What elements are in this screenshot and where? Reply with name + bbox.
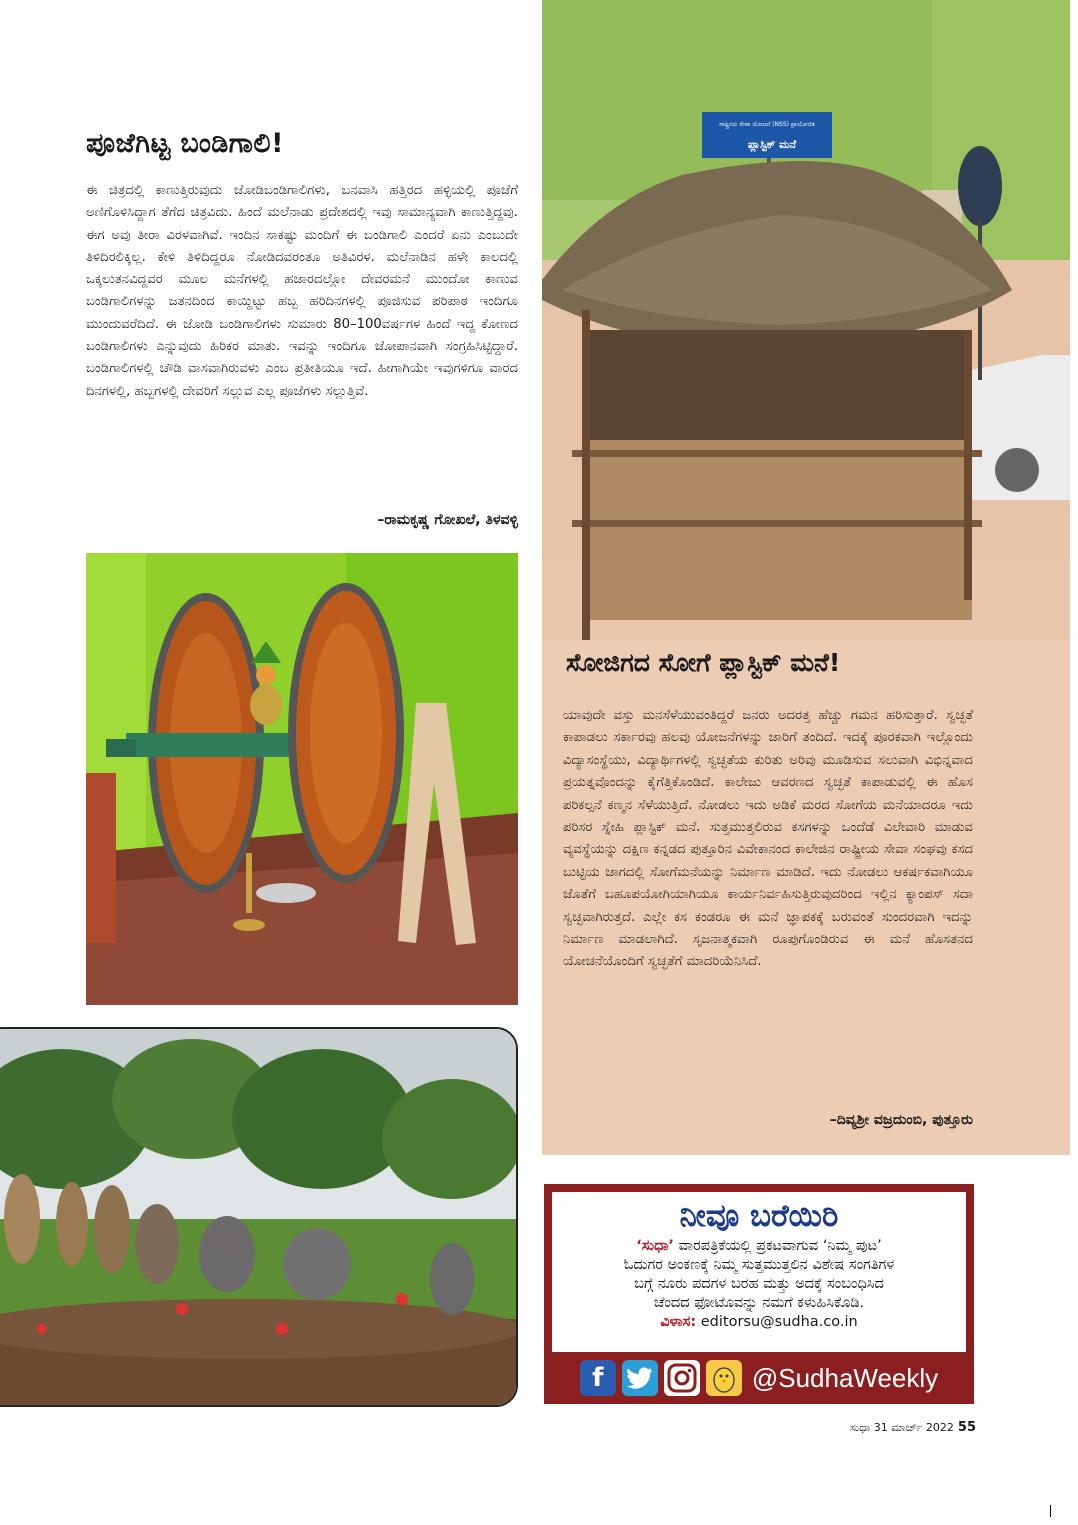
article1-title: ಪೂಜೆಗಿಟ್ಟ ಬಂಡಿಗಾಲಿ! [86, 128, 284, 159]
koo-icon[interactable] [706, 1360, 742, 1396]
instagram-icon[interactable] [664, 1360, 700, 1396]
crop-mark [1050, 1505, 1051, 1517]
address-email[interactable]: editorsu@sudha.co.in [696, 1314, 858, 1330]
article1-body: ಈ ಚಿತ್ರದಲ್ಲಿ ಕಾಣುತ್ತಿರುವುದು ಜೋಡಿಬಂಡಿಗಾಲಿಗಳು, ಬನವಾಸಿ ಹತ್ತಿರದ ಹಳ್ಳಿಯಲ್ಲಿ ಪೂಜೆಗೆ ಅಣಿಗೊಳಿಸಿದ್ದಾಗ ತೆಗೆದ ಚಿತ್ರವಿದು. ಹಿಂದೆ ಮಲೆನಾಡು ಪ್ರದೇಶದಲ್ಲಿ ಇವು ಸಾಮಾನ್ಯವಾಗಿ ಕಾಣುತ್ತಿದ್ದವು. ಈಗ ಅವು ತೀರಾ ವಿರಳವಾಗಿವೆ. ಇಂದಿನ ಸಾಕಷ್ಟು ಮಂದಿಗೆ ಈ ಬಂಡಿಗಾಲಿ ಎಂದರೆ ಏನು ಎಂಬುದೇ ತಿಳಿದಿರಲಿಕ್ಕಿಲ್ಲ. ಕೇಳಿ ತಿಳಿದಿದ್ದರೂ ನೋಡಿದವರಂತೂ ಅತಿವಿರಳ. ಮಲೆನಾಡಿನ ಹಳೇ ಕಾಲದಲ್ಲಿ ಒಕ್ಕಲುತನವಿದ್ದವರ ಮೂಲ ಮನೆಗಳಲ್ಲಿ ಹಜಾರದಲ್ಲೋ ದೇವರಮನೆ ಮುಂದೋ ಕಾಣುವ ಬಂಡಿಗಾಲಿಗಳನ್ನು ಜತನದಿಂದ ಕಾಯ್ದಿಟ್ಟು ಹಬ್ಬ ಹರಿದಿನಗಳಲ್ಲಿ ಪೂಜಿಸುವ ಪರಿಪಾಠ ಇಂದಿಗೂ ಮುಂದುವರೆದಿದೆ. ಈ ಜೋಡಿ ಬಂಡಿಗಾಲಿಗಳು ಸುಮಾರು 80–100ವರ್ಷಗಳ ಹಿಂದೆ ಇದ್ದ ಕೋಣದ ಬಂಡಿಗಾಲಿಗಳು ಎನ್ನುವುದು ಹಿರಿಕರ ಮಾತು. ಇವನ್ನು ಇಂದಿಗೂ ಜೋಪಾನವಾಗಿ ಸಂಗ್ರಹಿಸಿಟ್ಟಿದ್ದಾರೆ. ಬಂಡಿಗಾಲಿಗಳಲ್ಲಿ ಚೌಡಿ ವಾಸವಾಗಿರುವಳು ಎಂಬ ಪ್ರತೀತಿಯೂ ಇದೆ. ಹೀಗಾಗಿಯೇ ಇವುಗಳಿಗೂ ವಾರದ ದಿನಗಳಲ್ಲಿ, ಹಬ್ಬಗಳಲ್ಲಿ ದೇವರಿಗೆ ಸಲ್ಲುವ ಎಲ್ಲ ಪೂಜೆಗಳು ಸಲ್ಲುತ್ತಿವೆ. [86, 183, 518, 399]
twitter-icon[interactable] [622, 1360, 658, 1396]
hut-sign-line2: ಪ್ಲಾಸ್ಟಿಕ್ ಮನೆ [747, 138, 797, 151]
magazine-name: ‘ಸುಧಾ’ [636, 1238, 675, 1254]
social-row [552, 1355, 966, 1401]
hut-sign-line1: ರಾಷ್ಟ್ರೀಯ ಸೇವಾ ಯೋಜನೆ (NSS) ಪ್ರಾಯೋಜಿತ [719, 121, 815, 128]
statues-photo [0, 1029, 516, 1405]
write-to-us-line4: ಚೆಂದದ ಫೋಟೊವನ್ನು ನಮಗೆ ಕಳುಹಿಸಿಕೊಡಿ. [653, 1295, 865, 1311]
write-to-us-text [552, 1237, 966, 1332]
social-handle[interactable]: @SudhaWeekly [751, 1362, 939, 1393]
plastic-hut-photo [542, 0, 1070, 1155]
write-to-us-line3: ಬಗ್ಗೆ ನೂರು ಪದಗಳ ಬರಹ ಮತ್ತು ಅದಕ್ಕೆ ಸಂಬಂಧಿಸಿದ [634, 1276, 884, 1292]
facebook-icon[interactable]: f [580, 1360, 616, 1396]
write-to-us-panel [552, 1192, 966, 1352]
page-number: 55 [957, 1420, 976, 1435]
write-to-us-box [544, 1184, 974, 1404]
article2-body: ಯಾವುದೇ ವಸ್ತು ಮನಸೆಳೆಯುವಂತಿದ್ದರೆ ಜನರು ಅದರತ್ತ ಹೆಚ್ಚು ಗಮನ ಹರಿಸುತ್ತಾರೆ. ಸ್ವಚ್ಛತೆ ಕಾಪಾಡಲು ಸರ್ಕಾರವು ಹಲವು ಯೋಜನೆಗಳನ್ನು ಜಾರಿಗೆ ತಂದಿದೆ. ಇದಕ್ಕೆ ಪೂರಕವಾಗಿ ಇಲ್ಲೊಂದು ವಿದ್ಯಾಸಂಸ್ಥೆಯು, ವಿದ್ಯಾರ್ಥಿಗಳಲ್ಲಿ ಸ್ವಚ್ಛತೆಯ ಕುರಿತು ಅರಿವು ಮೂಡಿಸುವ ಸಲುವಾಗಿ ವಿಭಿನ್ನವಾದ ಪ್ರಯತ್ನವೊಂದನ್ನು ಕೈಗೆತ್ತಿಕೊಂಡಿದೆ. ಕಾಲೇಜು ಆವರಣದ ಸ್ವಚ್ಛತೆ ಕಾಪಾಡುವಲ್ಲಿ ಈ ಹೊಸ ಪರಿಕಲ್ಪನೆ ಕಣ್ಮನ ಸೆಳೆಯುತ್ತಿದೆ. ನೋಡಲು ಇದು ಅಡಿಕೆ ಮರದ ಸೋಗೆಯ ಮನೆಯಾದರೂ ಇದು ಪರಿಸರ ಸ್ನೇಹಿ ಪ್ಲಾಸ್ಟಿಕ್ ಮನೆ. ಸುತ್ತಮುತ್ತಲಿರುವ ಕಸಗಳನ್ನು ಒಂದೆಡೆ ವಿಲೇವಾರಿ ಮಾಡುವ ವ್ಯವಸ್ಥೆಯನ್ನು ದಕ್ಷಿಣ ಕನ್ನಡದ ಪುತ್ತೂರಿನ ವಿವೇಕಾನಂದ ಕಾಲೇಜಿನ ರಾಷ್ಟ್ರೀಯ ಸೇವಾ ಸಂಘವು ಕಸದ ಬುಟ್ಟಿಯ ಜಾಗದಲ್ಲಿ ಸೋಗೆಮನೆಯನ್ನು ನಿರ್ಮಾಣ ಮಾಡಿದೆ. ಇದು ನೋಡಲು ಆಕರ್ಷಕವಾಗಿಯೂ ಜೊತೆಗೆ ಬಹೂಪಯೋಗಿಯಾಗಿಯೂ ಕಾರ್ಯನಿರ್ವಹಿಸುತ್ತಿರುವುದರಿಂದ ಇಲ್ಲಿನ ಕ್ಯಾಂಪಸ್ ಸದಾ ಸ್ವಚ್ಛವಾಗಿರುತ್ತದೆ. ಎಲ್ಲೇ ಕಸ ಕಂಡರೂ ಈ ಮನೆ ಜ್ಞಾಪಕಕ್ಕೆ ಬರುವಂತೆ ಸುಂದರವಾಗಿ ಇದನ್ನು ನಿರ್ಮಾಣ ಮಾಡಲಾಗಿದೆ. ಸೃಜನಾತ್ಮಕವಾಗಿ ರೂಪುಗೊಂಡಿರುವ ಈ ಮನೆ ಹೊಸತನದ ಯೋಚನೆಯೊಂದಿಗೆ ಸ್ವಚ್ಛತೆಗೆ ಮಾದರಿಯೆನಿಸಿದೆ. [563, 708, 973, 970]
address-line [552, 1313, 966, 1332]
write-to-us-line1 [552, 1237, 966, 1256]
statues-photo-frame [0, 1027, 518, 1407]
write-to-us-title: ನೀವೂ ಬರೆಯಿರಿ [679, 1198, 839, 1234]
write-to-us-line1-rest: ವಾರಪತ್ರಿಕೆಯಲ್ಲಿ ಪ್ರಕಟವಾಗುವ ‘ನಿಮ್ಮ ಪುಟ’ [674, 1238, 882, 1254]
plastic-hut-illustration [542, 0, 1070, 1155]
address-label: ವಿಳಾಸ: [660, 1314, 697, 1330]
article1-author: –ರಾಮಕೃಷ್ಣ ಗೋಖಲೆ, ತಿಳವಳ್ಳಿ [377, 512, 518, 528]
footer-issue-date: ಸುಧಾ 31 ಮಾರ್ಚ್ 2022 [849, 1421, 954, 1434]
page-footer [796, 1420, 976, 1435]
write-to-us-line2: ಓದುಗರ ಅಂಕಣಕ್ಕೆ ನಿಮ್ಮ ಸುತ್ತಮುತ್ತಲಿನ ವಿಶೇಷ ಸಂಗತಿಗಳ [623, 1257, 895, 1273]
article2-title: ಸೋಜಿಗದ ಸೋಗೆ ಪ್ಲಾಸ್ಟಿಕ್ ಮನೆ! [566, 648, 841, 677]
cart-wheels-illustration [86, 553, 518, 1005]
article2-author: –ದಿವ್ಯಶ್ರೀ ವಜ್ರದುಂಬಿ, ಪುತ್ತೂರು [829, 1112, 973, 1128]
cart-wheels-photo [86, 553, 518, 1005]
